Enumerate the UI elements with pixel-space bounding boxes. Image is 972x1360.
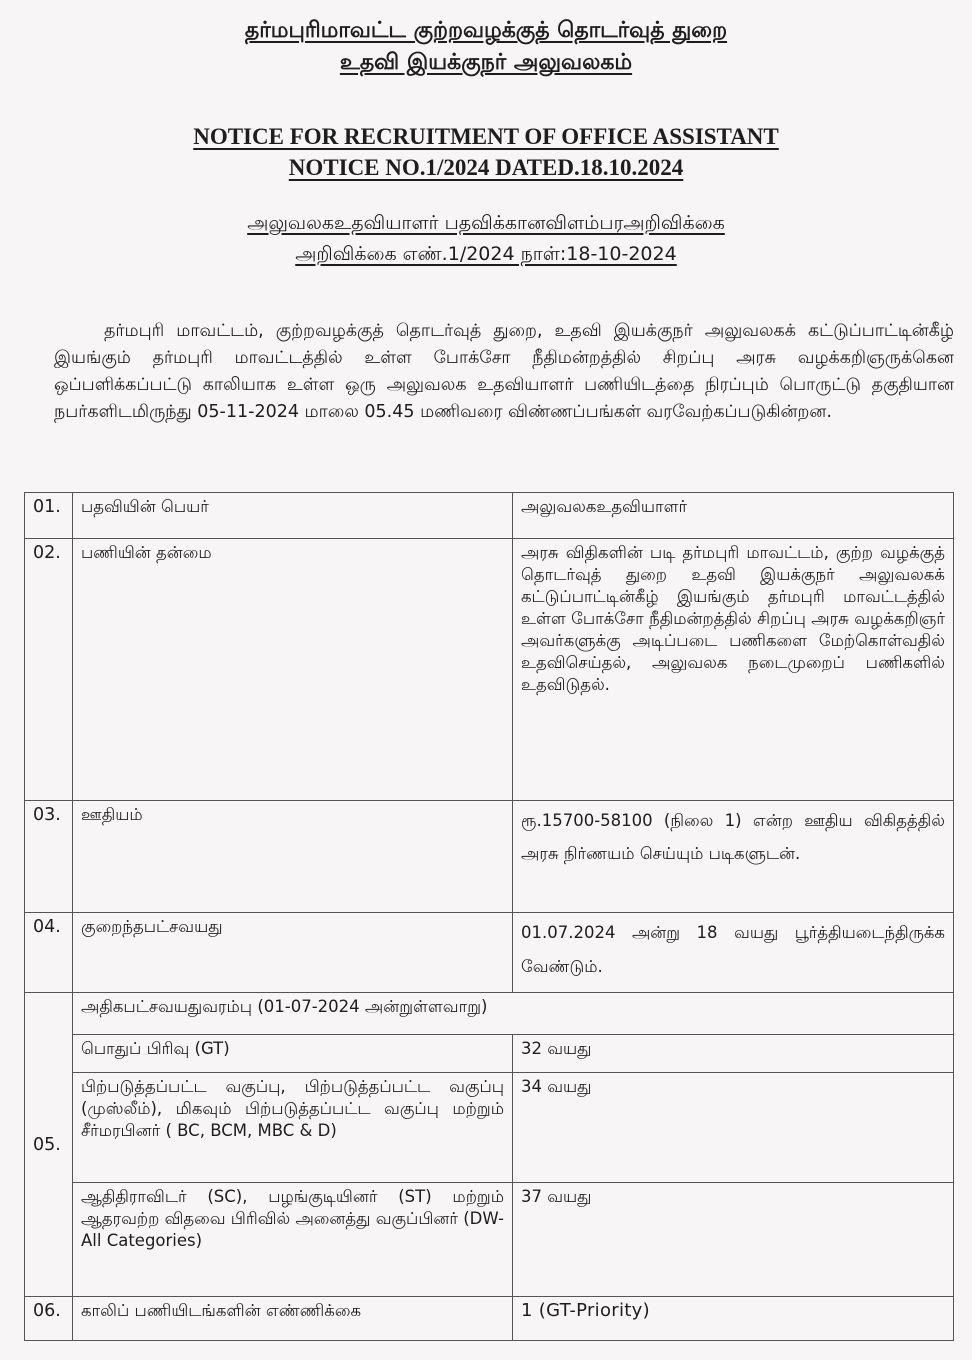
row-value: அரசு விதிகளின் படி தர்மபுரி மாவட்டம், குற்ற வழக்குத் தொடர்வுத் துறை உதவி இயக்குநர் அலுவலகக் கட்டுப்பாட்டின்கீழ் இயங்கும் தர்மபுரி மாவட்டத்தில் உள்ள போக்சோ நீதிமன்றத்தில் சிறப்பு அரசு வழக்கறிஞர் அவர்களுக்கு அடிப்படை பணிகளை மேற்கொள்வதில் உதவிசெய்தல், அலுவலக நடைமுறைப் பணிகளில் உதவிடுதல். [513,539,954,801]
table-row [25,1183,954,1297]
category-age: 32 வயது [513,1035,954,1073]
row-label: காலிப் பணியிடங்களின் எண்ணிக்கை [73,1297,513,1341]
row-label: பதவியின் பெயர் [73,493,513,539]
row-number: 04. [25,913,73,993]
category-age: 37 வயது [513,1183,954,1297]
table-row [25,539,954,801]
row-number: 02. [25,539,73,801]
row-value: அலுவலகஉதவியாளர் [513,493,954,539]
intro-paragraph: தர்மபுரி மாவட்டம், குற்றவழக்குத் தொடர்வுத் துறை, உதவி இயக்குநர் அலுவலகக் கட்டுப்பாட்டின்கீழ் இயங்கும் தர்மபுரி மாவட்டத்தில் உள்ள போக்சோ நீதிமன்றத்தில் சிறப்பு அரசு வழக்கறிஞருக்கென ஒப்பளிக்கப்பட்டு காலியாக உள்ள ஒரு அலுவலக உதவியாளர் பணியிடத்தை நிரப்பும் பொருட்டு தகுதியான நபர்களிடமிருந்து 05-11-2024 மாலை 05.45 மணிவரை விண்ணப்பங்கள் வரவேற்கப்படுகின்றன. [54,321,954,422]
row-number: 06. [25,1297,73,1341]
table-row [25,1035,954,1073]
max-age-heading: அதிகபட்சவயதுவரம்பு (01-07-2024 அன்றுள்ளவாறு) [73,993,954,1035]
table-row [25,1073,954,1183]
table-row [25,801,954,913]
row-value: ரூ.15700-58100 (நிலை 1) என்ற ஊதிய விகிதத்தில் அரசு நிர்ணயம் செய்யும் படிகளுடன். [513,801,954,913]
notice-title-english: NOTICE FOR RECRUITMENT OF OFFICE ASSISTANT [193,124,779,149]
category-label: பிற்படுத்தப்பட்ட வகுப்பு, பிற்படுத்தப்பட்ட வகுப்பு (முஸ்லீம்), மிகவும் பிற்படுத்தப்பட்ட வகுப்பு மற்றும் சீர்மரபினர் ( BC, BCM, MBC & D) [73,1073,513,1183]
office-name-line2: உதவி இயக்குநர் அலுவலகம் [339,50,633,75]
row-label: ஊதியம் [73,801,513,913]
category-age: 34 வயது [513,1073,954,1183]
row-value: 1 (GT-Priority) [513,1297,954,1341]
table-row [25,493,954,539]
table-row [25,1297,954,1341]
notice-number-english: NOTICE NO.1/2024 DATED.18.10.2024 [288,155,684,180]
notice-number-tamil: அறிவிக்கை எண்.1/2024 நாள்:18-10-2024 [295,243,677,265]
row-label: குறைந்தபட்சவயது [73,913,513,993]
recruitment-details-table [24,492,954,1341]
notice-title-tamil: அலுவலகஉதவியாளர் பதவிக்கானவிளம்பரஅறிவிக்கை [247,212,725,234]
office-name-line1: தர்மபுரிமாவட்ட குற்றவழக்குத் தொடர்வுத் துறை [244,18,728,43]
category-label: பொதுப் பிரிவு (GT) [73,1035,513,1073]
category-label: ஆதிதிராவிடர் (SC), பழங்குடியினர் (ST) மற்றும் ஆதரவற்ற விதவை பிரிவில் அனைத்து வகுப்பினர் (DW-All Categories) [73,1183,513,1297]
row-number: 01. [25,493,73,539]
row-value: 01.07.2024 அன்று 18 வயது பூர்த்தியடைந்திருக்க வேண்டும். [513,913,954,993]
row-number: 03. [25,801,73,913]
table-row [25,993,954,1035]
row-number: 05. [25,993,73,1297]
table-row [25,913,954,993]
row-label: பணியின் தன்மை [73,539,513,801]
